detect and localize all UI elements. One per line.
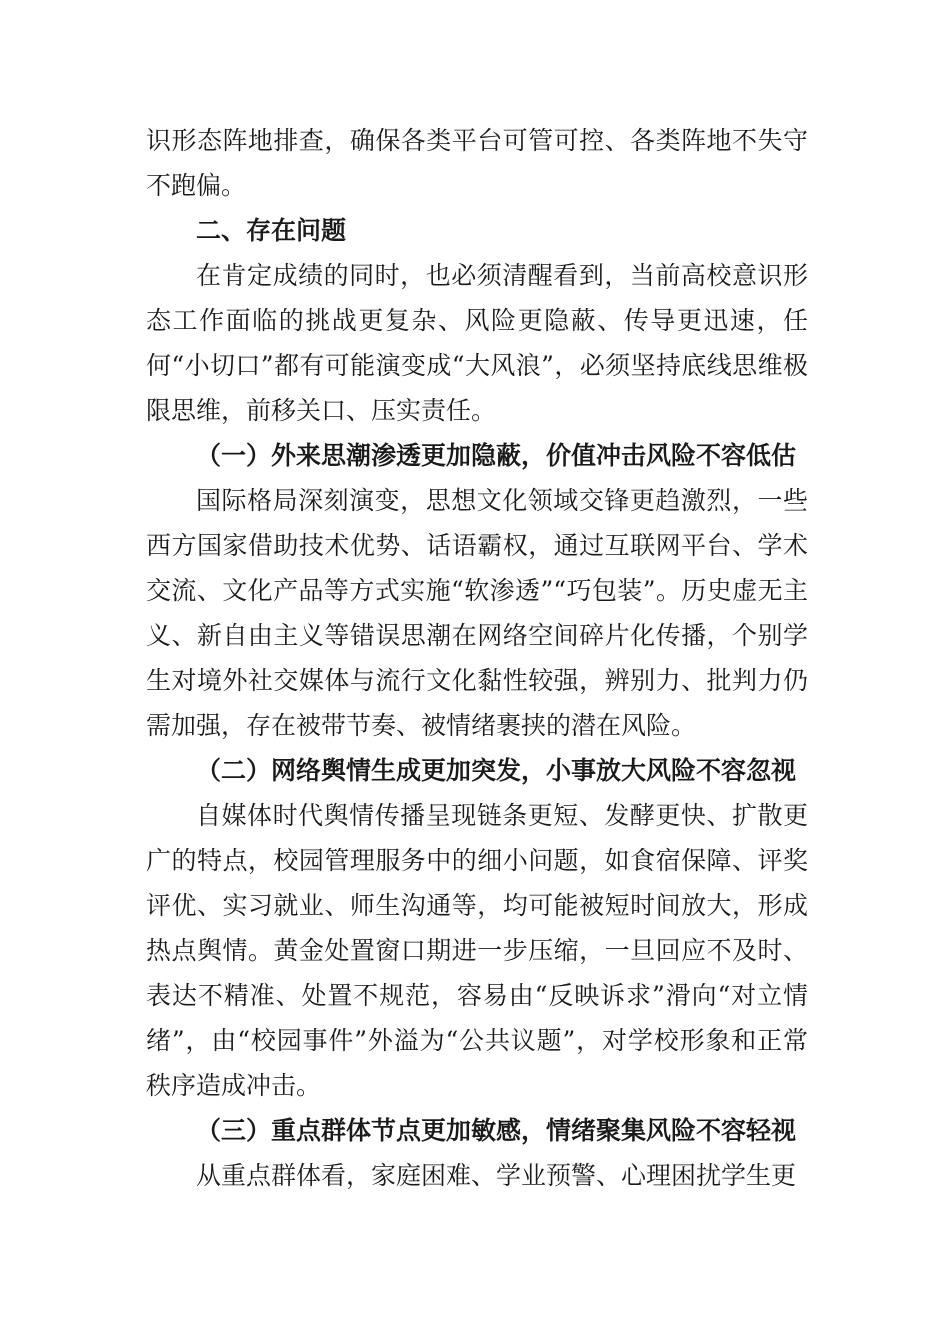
section-heading: 二、存在问题 (196, 216, 347, 245)
subsection-body-2: 自媒体时代舆情传播呈现链条更短、发酵更快、扩散更广的特点，校园管理服务中的细小问题，如食宿保障、评奖评优、实习就业、师生沟通等，均可能被短时间放大，形成热点舆情。黄金处置窗口期进一步压缩，一旦回应不及时、表达不精准、处置不规范，容易由“反映诉求”滑向“对立情绪”，由“校园事件”外溢为“公共议题”，对学校形象和正常秩序造成冲击。 (146, 801, 808, 1100)
subsection-heading-1: （一）外来思潮渗透更加隐蔽，价值冲击风险不容低估 (196, 441, 797, 470)
document-body (146, 118, 808, 1198)
subsection-heading-3: （三）重点群体节点更加敏感，情绪聚集风险不容轻视 (196, 1116, 797, 1145)
continuation-paragraph: 识形态阵地排查，确保各类平台可管可控、各类阵地不失守不跑偏。 (146, 126, 808, 200)
subsection-body-1: 国际格局深刻演变，思想文化领域交锋更趋激烈，一些西方国家借助技术优势、话语霸权，通过互联网平台、学术交流、文化产品等方式实施“软渗透”“巧包装”。历史虚无主义、新自由主义等错误思潮在网络空间碎片化传播，个别学生对境外社交媒体与流行文化黏性较强，辨别力、批判力仍需加强，存在被带节奏、被情绪裹挟的潜在风险。 (146, 486, 808, 740)
subsection-body-3: 从重点群体看，家庭困难、学业预警、心理困扰学生更 (196, 1161, 797, 1190)
intro-paragraph: 在肯定成绩的同时，也必须清醒看到，当前高校意识形态工作面临的挑战更复杂、风险更隐蔽、传导更迅速，任何“小切口”都有可能演变成“大风浪”，必须坚持底线思维极限思维，前移关口、压实责任。 (146, 261, 808, 425)
subsection-heading-2: （二）网络舆情生成更加突发，小事放大风险不容忽视 (196, 756, 797, 785)
